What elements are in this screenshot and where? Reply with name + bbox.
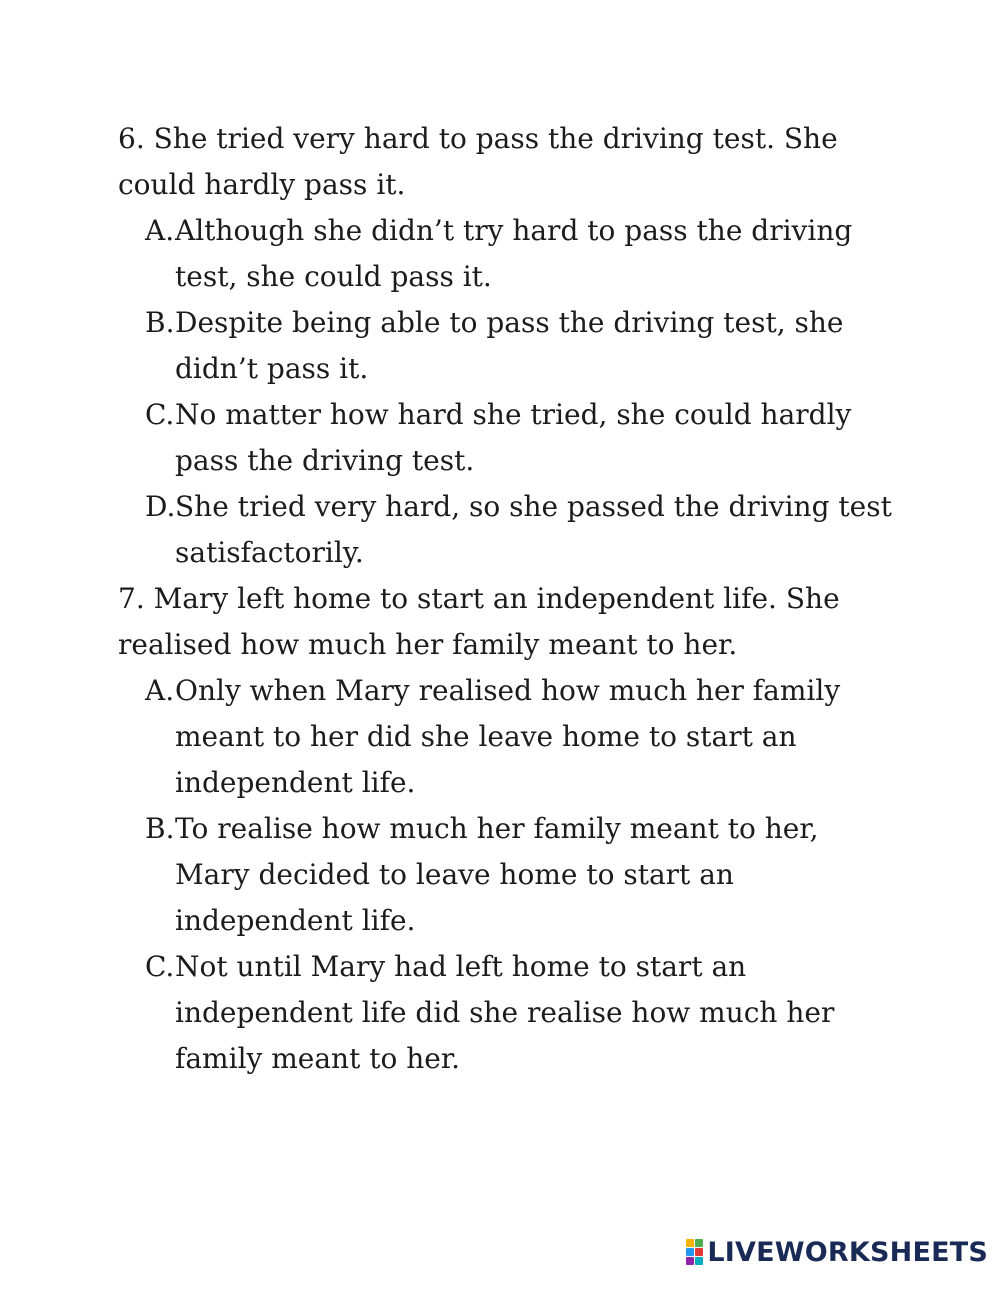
option-text: To realise how much her family meant to her, Mary decided to leave home to start an independent life.: [175, 812, 819, 937]
brand-name: LIVEWORKSHEETS: [707, 1236, 988, 1268]
logo-square: [686, 1257, 694, 1265]
option-letter: C.: [145, 950, 175, 983]
liveworksheets-brand: [686, 1235, 988, 1269]
option-letter: A.: [145, 214, 175, 247]
liveworksheets-logo-icon: [686, 1239, 703, 1265]
worksheet-content: [118, 116, 898, 1082]
option-6a: [118, 208, 898, 300]
option-text: No matter how hard she tried, she could hardly pass the driving test.: [175, 398, 852, 477]
option-letter: D.: [145, 490, 176, 523]
option-letter: C.: [145, 398, 175, 431]
option-text: Although she didn’t try hard to pass the driving test, she could pass it.: [175, 214, 853, 293]
option-letter: B.: [145, 306, 175, 339]
option-letter: A.: [145, 674, 175, 707]
option-text: Not until Mary had left home to start an independent life did she realise how much her family meant to her.: [175, 950, 835, 1075]
logo-square: [686, 1239, 694, 1247]
option-letter: B.: [145, 812, 175, 845]
option-text: She tried very hard, so she passed the driving test satisfactorily.: [175, 490, 892, 569]
question-6: 6. She tried very hard to pass the driving test. She could hardly pass it.: [118, 122, 838, 201]
question-6-options: [118, 208, 898, 576]
option-7a: [118, 668, 898, 806]
option-text: Despite being able to pass the driving test, she didn’t pass it.: [175, 306, 844, 385]
logo-square: [686, 1248, 694, 1256]
question-7-options: [118, 668, 898, 1082]
option-6c: [118, 392, 898, 484]
question-7: 7. Mary left home to start an independent life. She realised how much her family meant to her.: [118, 582, 840, 661]
option-6b: [118, 300, 898, 392]
logo-square: [695, 1239, 703, 1247]
option-text: Only when Mary realised how much her family meant to her did she leave home to start an independent life.: [175, 674, 841, 799]
logo-square: [695, 1248, 703, 1256]
option-7c: [118, 944, 898, 1082]
option-6d: [118, 484, 898, 576]
option-7b: [118, 806, 898, 944]
logo-square: [695, 1257, 703, 1265]
